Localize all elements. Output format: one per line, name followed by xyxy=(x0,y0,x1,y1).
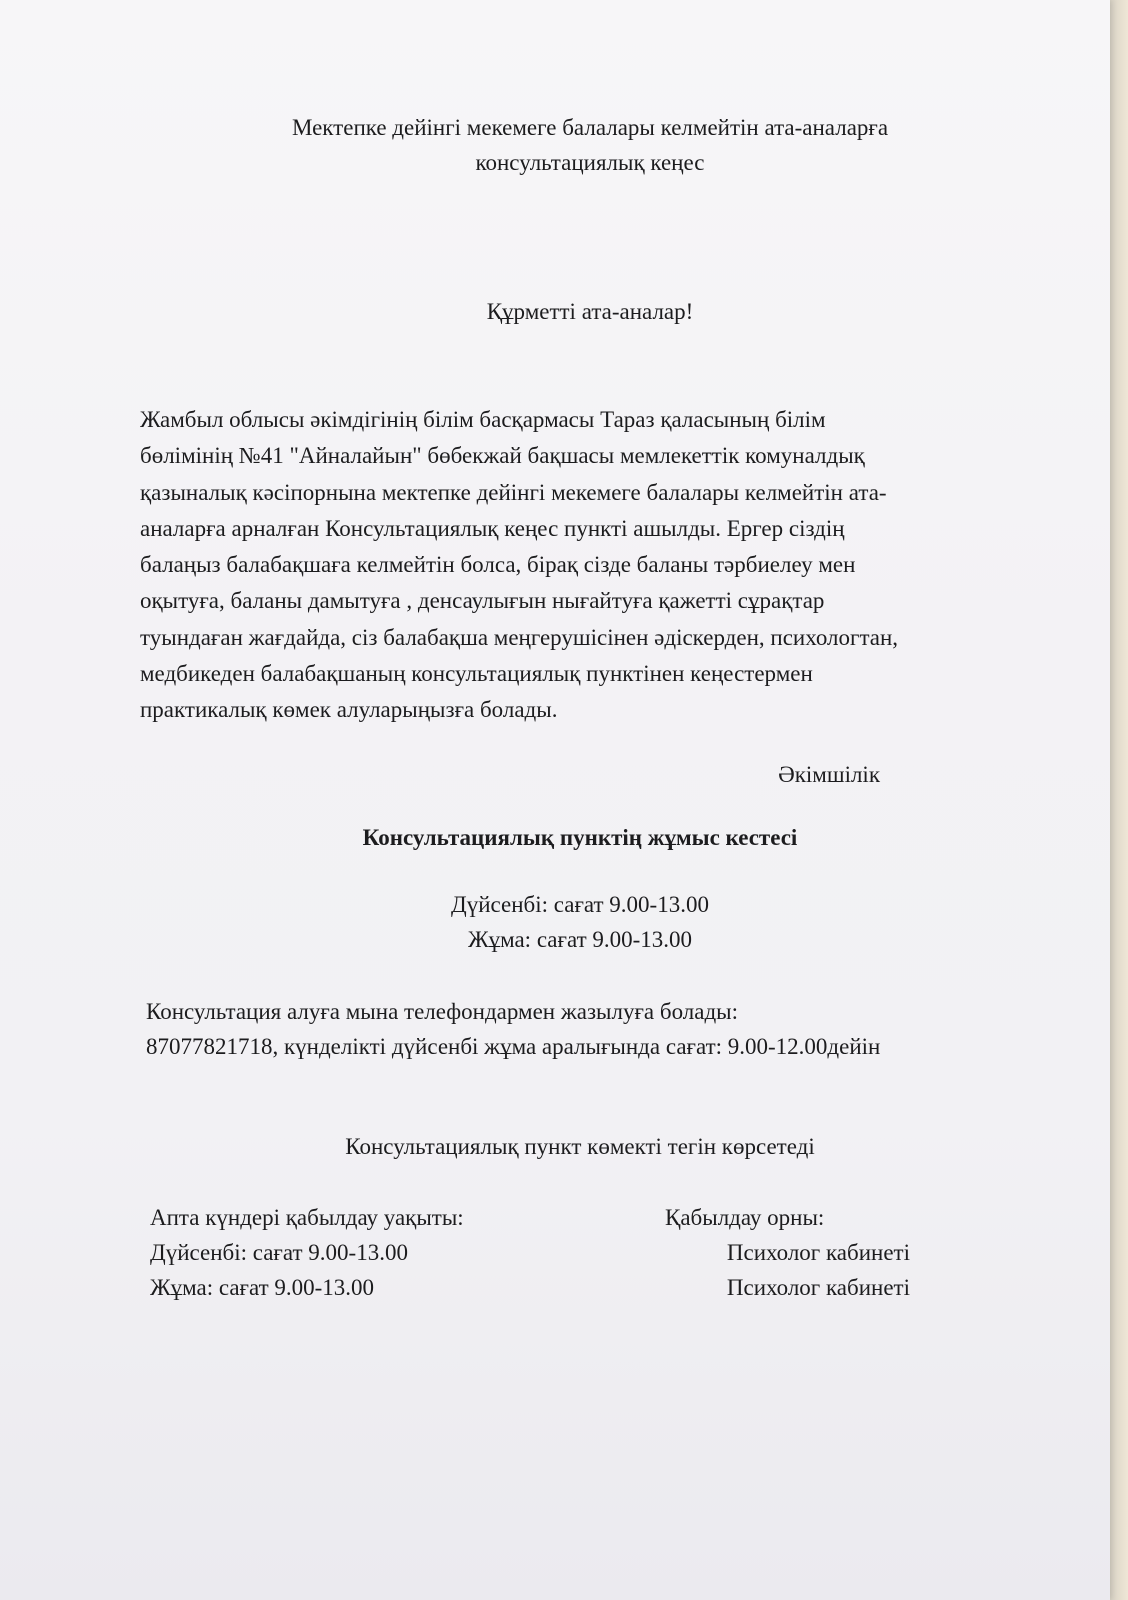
paragraph-line: бөлімінің №41 "Айналайын" бөбекжай бақшасы мемлекеттік комуналдық xyxy=(140,443,865,469)
schedule-friday: Жұма: сағат 9.00-13.00 xyxy=(467,927,693,952)
background-surface xyxy=(1110,0,1128,1600)
reception-place-monday: Психолог кабинеті xyxy=(726,1240,910,1265)
reception-place-heading: Қабылдау орны: xyxy=(665,1205,825,1230)
paragraph-line: қазыналық кәсіпорнына мектепке дейінгі мекемеге балалары келмейтін ата- xyxy=(140,479,887,505)
announcement-paragraph xyxy=(140,402,1020,729)
signature-administration: Әкімшілік xyxy=(778,762,880,787)
reception-times xyxy=(150,1200,570,1305)
greeting: Құрметті ата-аналар! xyxy=(486,299,694,324)
reception-friday: Жұма: сағат 9.00-13.00 xyxy=(150,1275,375,1300)
paragraph-line: Жамбыл облысы әкімдігінің білім басқармасы Тараз қаласының білім xyxy=(140,407,826,432)
paragraph-line: практикалық көмек алуларыңызға болады. xyxy=(140,697,558,723)
phone-line-2: 87077821718, күнделікті дүйсенбі жұма аралығында сағат: 9.00-12.00дейін xyxy=(146,1034,881,1059)
paragraph-line: медбикеден балабақшаның консультациялық пунктінен кеңестермен xyxy=(140,661,813,687)
schedule-title: Консультациялық пунктің жұмыс кестесі xyxy=(362,825,798,850)
reception-place xyxy=(650,1200,910,1305)
reception-times-heading: Апта күндері қабылдау уақыты: xyxy=(150,1205,464,1230)
heading-line-1: Мектепке дейінгі мекемеге балалары келмейтін ата-аналарға xyxy=(291,115,889,140)
document-heading xyxy=(150,110,1030,180)
paragraph-line: аналарға арналған Консультациялық кеңес пункті ашылды. Ергер сіздің xyxy=(140,515,845,541)
phone-line-1: Консультация алуға мына телефондармен жазылуға болады: xyxy=(146,999,738,1024)
paragraph-line: оқытуға, баланы дамытуға , денсаулығын нығайтуға қажетті сұрақтар xyxy=(140,588,825,614)
paragraph-line: туындаған жағдайда, сіз балабақша меңгерушісінен әдіскерден, психологтан, xyxy=(140,624,899,650)
paragraph-line: балаңыз балабақшаға келмейтін болса, бірақ сізде баланы тәрбиелеу мен xyxy=(140,552,856,578)
schedule-block xyxy=(130,887,1030,957)
heading-line-2: консультациялық кеңес xyxy=(475,150,705,175)
reception-place-friday: Психолог кабинеті xyxy=(726,1275,910,1300)
schedule-monday: Дүйсенбі: сағат 9.00-13.00 xyxy=(451,892,709,917)
free-service-note: Консультациялық пункт көмекті тегін көрсетеді xyxy=(345,1134,815,1159)
reception-monday: Дүйсенбі: сағат 9.00-13.00 xyxy=(150,1240,408,1265)
phone-registration xyxy=(146,994,1046,1064)
